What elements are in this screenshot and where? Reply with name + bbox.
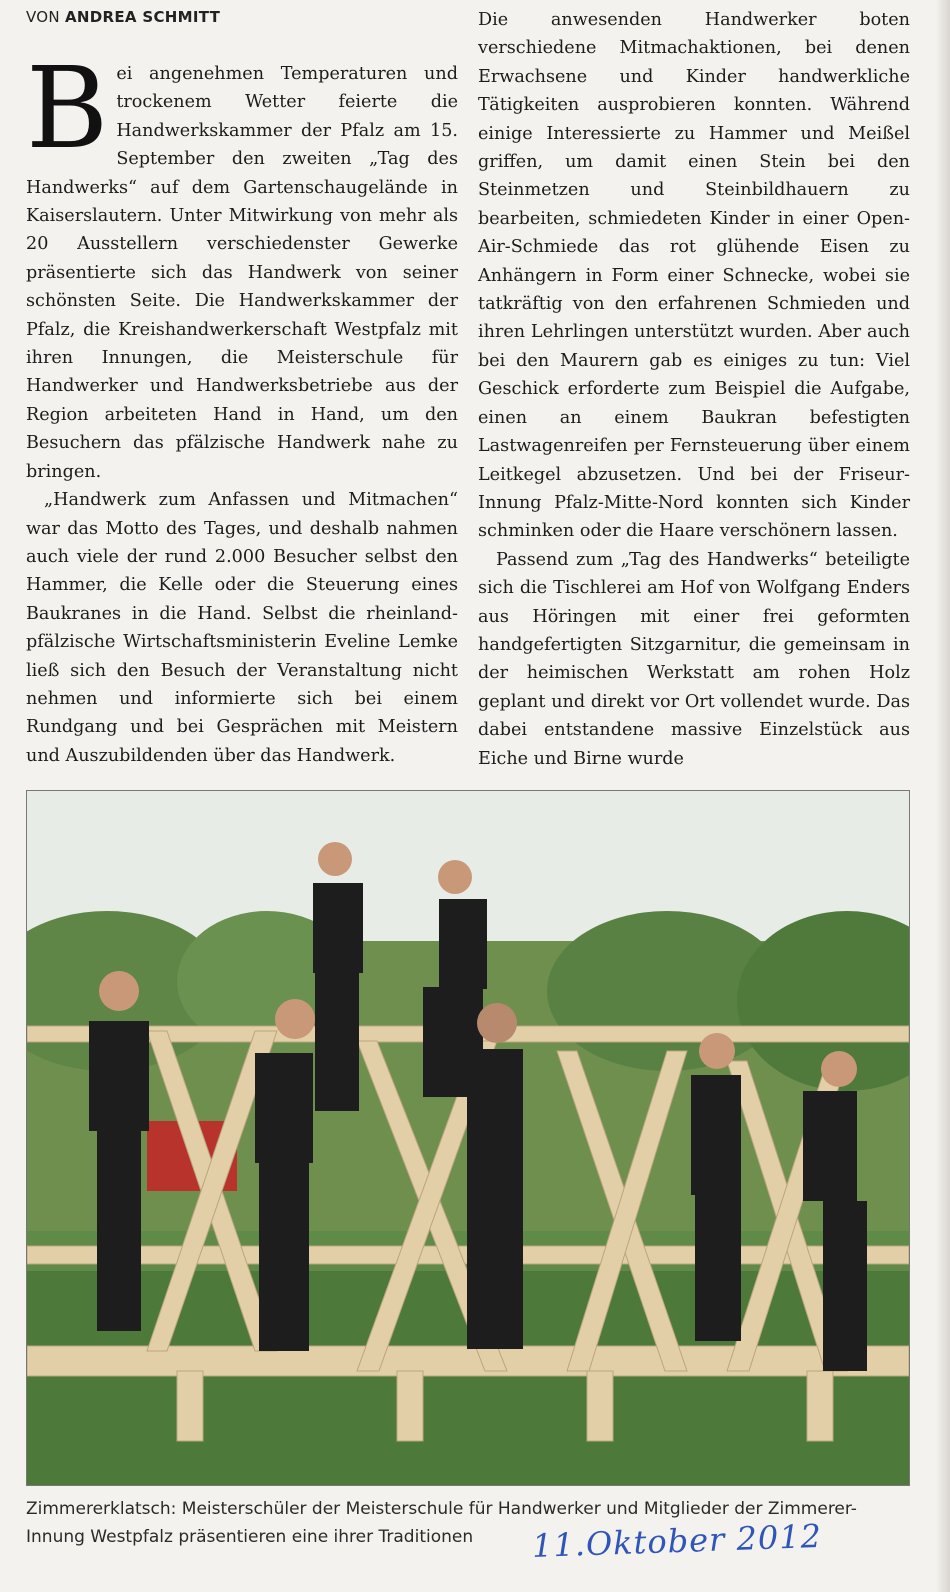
scan-edge-shadow [936, 0, 950, 1592]
article-column-right [478, 6, 910, 773]
dropcap: B [26, 44, 109, 174]
paragraph-motto: „Handwerk zum Anfassen und Mitmachen“ war das Motto des Tages, und deshalb nahmen auch viele der rund 2.000 Besucher selbst den Hammer, die Kelle oder die Steuerung eines Baukranes in die Hand. Selbst die rheinland-pfälzische Wirtschaftsministerin Eveline Lemke ließ sich den Besuch der Veranstaltung nicht nehmen und informierte sich bei einem Rundgang und bei Gesprächen mit Meistern und Auszubildenden über das Handwerk. [26, 490, 458, 766]
photo-carpenters [26, 790, 910, 1486]
paragraph-intro [26, 44, 458, 486]
paragraph-carpentry: Passend zum „Tag des Handwerks“ beteiligte sich die Tischlerei am Hof von Wolfgang Enders aus Höringen mit einer frei geformten handgefertigten Sitzgarnitur, die gemeinsam in der heimischen Werkstatt am rohen Holz geplant und direkt vor Ort vollendet wurde. Das dabei entstandene massive Einzelstück aus Eiche und Birne wurde [478, 549, 910, 769]
handwritten-date: 11.Oktober 2012 [531, 1516, 823, 1566]
paragraph-intro-text: ei angenehmen Temperaturen und trockenem Wetter feierte die Handwerkskammer der Pfalz am 15. September den zweiten „Tag des Handwerks“ auf dem Gartenschaugelände in Kaiserslautern. Unter Mitwirkung von mehr als 20 Ausstellern verschiedenster Gewerke präsentierte sich das Handwerk von seiner schönsten Seite. Die Handwerkskammer der Pfalz, die Kreishandwerkerschaft Westpfalz mit ihren Innungen, die Meisterschule für Handwerker und Handwerksbetriebe aus der Region arbeiteten Hand in Hand, um den Besuchern das pfälzische Handwerk nahe zu bringen. [26, 64, 458, 482]
paragraph-activities: Die anwesenden Handwerker boten verschiedene Mitmachaktionen, bei denen Erwachsene und Kinder handwerkliche Tätigkeiten ausprobieren konnten. Während einige Interessierte zu Hammer und Meißel griffen, um damit einen Stein bei den Steinmetzen und Steinbildhauern zu bearbeiten, schmiedeten Kinder in einer Open-Air-Schmiede das rot glühende Eisen zu Anhängern in Form einer Schnecke, wobei sie tatkräftig von den erfahrenen Schmieden und ihren Lehrlingen unterstützt wurden. Aber auch bei den Maurern gab es einiges zu tun: Viel Geschick erforderte zum Beispiel die Aufgabe, einen an einem Baukran befestigten Lastwagenreifen per Fernsteuerung über einem Leitkegel abzusetzen. Und bei der Friseur-Innung Pfalz-Mitte-Nord konnten sich Kinder schminken oder die Haare verschönern lassen. [478, 10, 910, 542]
byline-author: ANDREA SCHMITT [65, 8, 221, 26]
article-column-left [26, 44, 458, 770]
byline [26, 8, 220, 26]
byline-prefix: VON [26, 8, 60, 26]
caption-line-1: Zimmererklatsch: Meisterschüler der Meisterschule für Handwerker und Mitglieder der Zimmerer- [26, 1499, 857, 1519]
caption-line-2: Innung Westpfalz präsentieren eine ihrer Traditionen [26, 1527, 474, 1547]
photo-illustration [27, 791, 909, 1485]
